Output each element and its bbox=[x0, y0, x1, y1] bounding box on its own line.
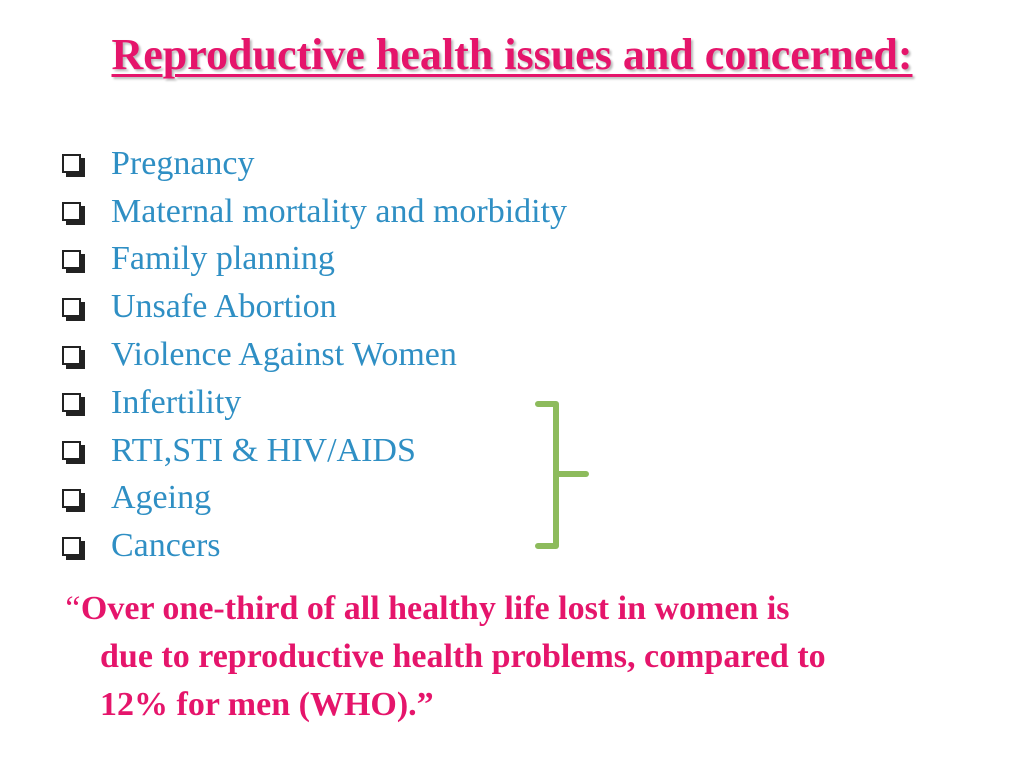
list-item-label: Violence Against Women bbox=[111, 336, 457, 374]
quote-line-1 bbox=[62, 585, 992, 633]
checkbox-icon bbox=[62, 298, 81, 317]
list-item-label: Unsafe Abortion bbox=[111, 288, 337, 326]
bullet-list bbox=[62, 140, 567, 570]
list-item-label: Pregnancy bbox=[111, 144, 255, 182]
checkbox-icon bbox=[62, 441, 81, 460]
checkbox-icon bbox=[62, 537, 81, 556]
list-item bbox=[62, 283, 567, 331]
checkbox-icon bbox=[62, 489, 81, 508]
list-item-label: Infertility bbox=[111, 383, 242, 421]
list-item-label: Cancers bbox=[111, 527, 221, 565]
open-quote-mark: “ bbox=[62, 590, 81, 627]
checkbox-icon bbox=[62, 346, 81, 365]
list-item bbox=[62, 475, 567, 523]
list-item bbox=[62, 188, 567, 236]
list-item-label: Family planning bbox=[111, 240, 335, 278]
list-item bbox=[62, 140, 567, 188]
checkbox-icon bbox=[62, 250, 81, 269]
list-item-label: Maternal mortality and morbidity bbox=[111, 192, 568, 230]
list-item bbox=[62, 379, 567, 427]
quote-text-line-3: 12% for men (WHO).” bbox=[100, 686, 434, 723]
list-item-label: Ageing bbox=[111, 479, 212, 517]
slide-title: Reproductive health issues and concerned: bbox=[111, 30, 913, 79]
list-item bbox=[62, 236, 567, 284]
list-item-label: RTI,STI & HIV/AIDS bbox=[111, 431, 416, 469]
list-item bbox=[62, 522, 567, 570]
checkbox-icon bbox=[62, 202, 81, 221]
quote-text-line-2: due to reproductive health problems, compared to bbox=[100, 638, 826, 675]
list-item bbox=[62, 331, 567, 379]
list-item bbox=[62, 427, 567, 475]
quote-text-line-1: Over one-third of all healthy life lost in women is bbox=[80, 590, 790, 627]
checkbox-icon bbox=[62, 154, 81, 173]
checkbox-icon bbox=[62, 393, 81, 412]
right-curly-brace-icon bbox=[532, 396, 592, 556]
who-quote bbox=[62, 585, 992, 729]
